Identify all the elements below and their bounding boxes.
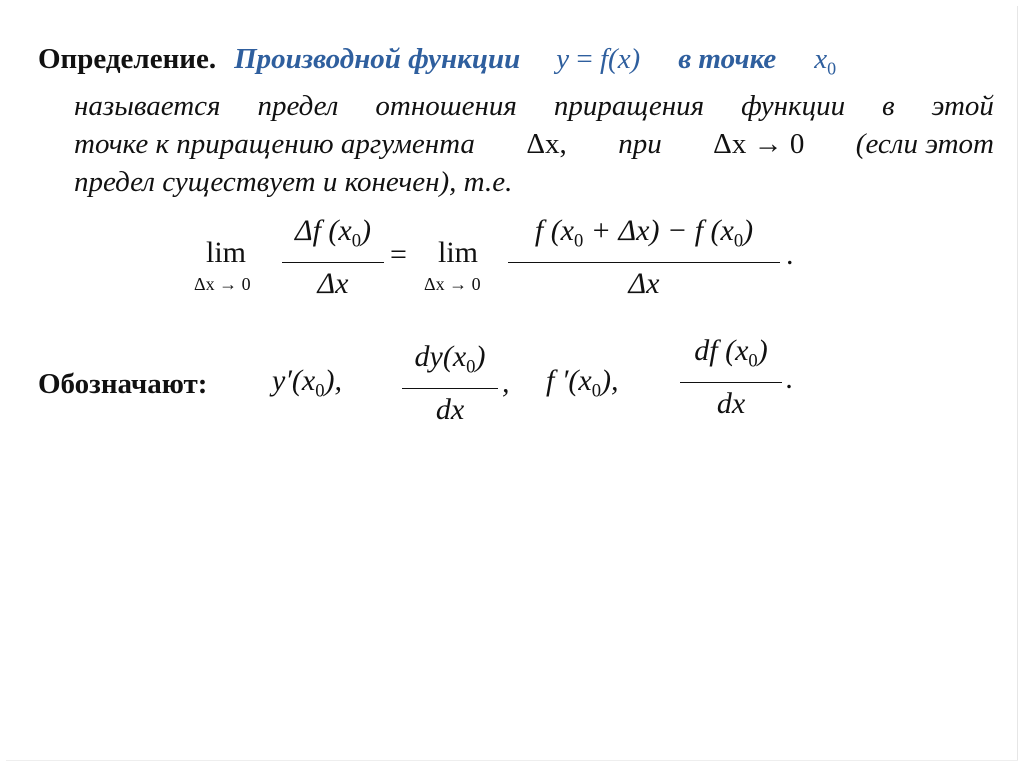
slide-border-right (1017, 6, 1018, 761)
notation-df-dx (680, 334, 782, 421)
notation-dy-dx (402, 340, 498, 427)
definition-line-2 (38, 87, 994, 125)
n1-sub: 0 (315, 380, 325, 402)
n4-denominator: dx (716, 387, 746, 420)
notation-y-prime (272, 364, 342, 403)
n3-text: f ′(x (546, 364, 592, 397)
right-denominator: Δx (628, 267, 660, 300)
definition-line-3 (38, 125, 994, 163)
definition-paragraph (38, 40, 994, 201)
left-num-close: ) (361, 214, 372, 247)
line3-text: точке к приращению аргумента (74, 128, 475, 161)
n3-sub: 0 (591, 380, 601, 402)
point-x: x (814, 43, 828, 75)
right-num-c: ) (743, 214, 754, 247)
right-numerator (508, 214, 780, 259)
left-numerator (282, 214, 384, 259)
right-num-sub1: 0 (574, 230, 584, 252)
notation-f-prime (546, 364, 619, 403)
n3-close: ), (601, 364, 619, 397)
line4-text: предел существует и конечен), т.е. (74, 166, 513, 199)
line2-word: отношения (375, 90, 517, 123)
n2-fraction-bar (402, 388, 498, 390)
n4-numerator (680, 334, 782, 379)
fx-eq: = (569, 43, 600, 75)
definition-at-point: в точке (678, 43, 777, 75)
line3-at: при (618, 128, 662, 161)
line3-lim: Δx → 0 (713, 128, 805, 161)
left-denominator: Δx (317, 267, 349, 300)
left-num-sub: 0 (351, 230, 362, 252)
lim-right-sub: Δx → 0 (424, 274, 481, 294)
n2-num-sub: 0 (466, 356, 476, 378)
line2-word: предел (257, 90, 339, 123)
n2-num-text: dy(x (414, 340, 467, 373)
equals-sign: = (390, 238, 407, 271)
slide-border-bottom (6, 760, 1018, 761)
lim-right: lim (438, 236, 479, 269)
lim-left-sub: Δx → 0 (194, 274, 251, 294)
n4-num-text: df (x (694, 334, 749, 367)
left-fraction (282, 214, 384, 301)
definition-label: Определение. (38, 43, 217, 75)
n2-denominator: dx (435, 393, 465, 426)
fx-y: y (556, 43, 570, 75)
n2-num-close: ) (475, 340, 486, 373)
left-num-text: Δf (x (294, 214, 352, 247)
fx-f: f (599, 43, 609, 75)
notation-label: Обозначают: (38, 368, 208, 400)
right-fraction-bar (508, 262, 780, 264)
right-num-sub2: 0 (733, 230, 744, 252)
definition-line-4 (38, 163, 994, 201)
line3-dx: Δx, (526, 128, 567, 161)
n2-comma: , (502, 366, 510, 399)
line2-word: в (882, 90, 895, 123)
point-sub: 0 (827, 58, 837, 79)
n1-text: y′(x (272, 364, 316, 397)
fx-x: (x) (608, 43, 641, 75)
line2-word: функции (741, 90, 846, 123)
line3-condition: (если этот (855, 128, 994, 161)
definition-term: Производной функции (234, 43, 521, 75)
n4-fraction-bar (680, 382, 782, 384)
line2-word: называется (74, 90, 221, 123)
right-fraction (508, 214, 780, 301)
left-fraction-bar (282, 262, 384, 264)
function-notation (556, 40, 640, 78)
formula-period: . (786, 238, 794, 271)
n4-num-sub: 0 (748, 350, 758, 372)
n1-close: ), (324, 364, 342, 397)
line2-word: этой (931, 90, 994, 123)
n2-numerator (402, 340, 498, 385)
n4-num-close: ) (757, 334, 768, 367)
notation-period: . (786, 362, 794, 395)
lim-left: lim (206, 236, 247, 269)
point-x0 (814, 40, 836, 87)
definition-line-1 (38, 40, 994, 87)
right-num-b: + Δx) − f (x (583, 214, 734, 247)
right-num-a: f (x (534, 214, 574, 247)
line2-word: приращения (553, 90, 705, 123)
